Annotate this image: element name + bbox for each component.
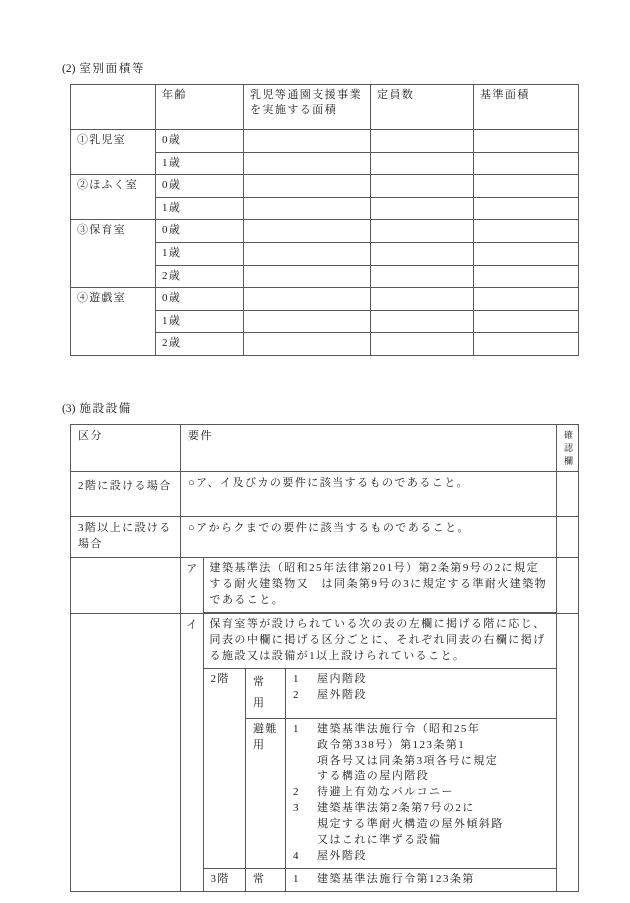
room-area-table — [70, 84, 579, 356]
item-text-line: 建築基準法施行令第123条第 — [317, 873, 475, 886]
floor-cell: 2階 — [204, 669, 246, 869]
sub-item-a-table — [181, 558, 556, 613]
sub-item-a-row — [181, 558, 556, 612]
item-number: 1 — [293, 672, 299, 685]
header-blank — [71, 85, 156, 130]
category-floor3: 3階以上に設ける場合 — [71, 517, 181, 558]
age-cell: 2歳 — [156, 333, 244, 356]
table-row-sub-a — [71, 558, 579, 614]
capacity-input-cell[interactable] — [371, 197, 474, 220]
list-item — [293, 722, 552, 786]
header-confirm: 確認欄 — [557, 425, 579, 472]
section-number-facility: (3) — [62, 403, 76, 415]
capacity-input-cell[interactable] — [371, 333, 474, 356]
confirm-cell-floor2[interactable] — [557, 472, 579, 517]
category-floor2: 2階に設ける場合 — [71, 472, 181, 517]
age-cell: 1歳 — [156, 243, 244, 266]
section-title-facility: 施設設備 — [79, 403, 132, 415]
item-text — [317, 672, 552, 688]
header-age: 年齢 — [156, 85, 244, 130]
item-text-line: 屋内階段 — [317, 672, 367, 685]
item-text — [317, 785, 552, 801]
category-cell-empty-a — [71, 558, 181, 614]
age-cell: 1歳 — [156, 152, 244, 175]
capacity-input-cell[interactable] — [371, 288, 474, 311]
item-text-line: 又はこれに準ずる設備 — [317, 834, 442, 847]
section-number: (2) — [62, 63, 76, 75]
capacity-input-cell[interactable] — [371, 220, 474, 243]
capacity-input-cell[interactable] — [371, 310, 474, 333]
standard-area-input-cell[interactable] — [474, 243, 579, 266]
support-area-input-cell[interactable] — [244, 333, 371, 356]
section-title: 室別面積等 — [79, 63, 145, 75]
marker-i: イ — [181, 614, 203, 891]
support-area-input-cell[interactable] — [244, 175, 371, 198]
support-area-input-cell[interactable] — [244, 243, 371, 266]
room-name-cell: ②ほふく室 — [71, 175, 156, 220]
item-text-line: 項各号又は同条第3項各号に規定 — [317, 754, 499, 767]
capacity-input-cell[interactable] — [371, 265, 474, 288]
room-name-cell: ④遊戯室 — [71, 288, 156, 356]
item-text-line: する構造の屋内階段 — [317, 770, 430, 783]
usage-line: 常 — [253, 675, 266, 688]
header-standard-area: 基準面積 — [474, 85, 579, 130]
item-text-line: 建築基準法施行令（昭和25年 — [317, 722, 481, 735]
list-item — [293, 872, 552, 888]
standard-area-input-cell[interactable] — [474, 175, 579, 198]
item-number: 3 — [293, 802, 299, 815]
usage-line: 用 — [253, 697, 266, 710]
item-text-line: 規定する準耐火構造の屋外傾斜路 — [317, 818, 504, 831]
capacity-input-cell[interactable] — [371, 152, 474, 175]
item-text — [317, 801, 552, 849]
usage-cell — [246, 669, 286, 718]
usage-cell: 常 — [246, 869, 286, 891]
usage-cell: 避難用 — [246, 718, 286, 868]
support-area-input-cell[interactable] — [244, 130, 371, 153]
item-text-line: 政令第338号）第123条第1 — [317, 738, 466, 751]
sub-item-i-host — [181, 613, 557, 891]
items-cell — [286, 669, 557, 718]
item-text — [317, 872, 552, 888]
requirement-floor2: ○ア、イ及びカの要件に該当するものであること。 — [181, 472, 557, 517]
facility-table — [70, 424, 579, 892]
age-cell: 1歳 — [156, 197, 244, 220]
support-area-input-cell[interactable] — [244, 310, 371, 333]
item-text — [317, 722, 552, 786]
item-text-line: 建築基準法第2条第7号の2に — [317, 802, 475, 815]
support-area-input-cell[interactable] — [244, 220, 371, 243]
item-number: 1 — [293, 873, 299, 886]
category-cell-empty-i — [71, 613, 181, 891]
age-cell: 0歳 — [156, 220, 244, 243]
sub-item-a-text: 建築基準法（昭和25年法律第201号）第2条第9号の2に規定する耐火建築物又 は同条第9号の3に規定する準耐火建築物であること。 — [203, 558, 556, 612]
standard-area-input-cell[interactable] — [474, 130, 579, 153]
table-row-sub-i — [71, 613, 579, 891]
marker-a: ア — [181, 558, 203, 612]
room-name-cell: ①乳児室 — [71, 130, 156, 175]
standard-area-input-cell[interactable] — [474, 333, 579, 356]
sub-item-a-host — [181, 558, 557, 614]
list-item — [293, 801, 552, 849]
support-area-input-cell[interactable] — [244, 265, 371, 288]
sub-item-i-text: 保育室等が設けられている次の表の左欄に掲げる階に応じ、同表の中欄に掲げる区分ごとに、それぞれ同表の右欄に掲げる施設又は設備が1以上設けられていること。 — [203, 614, 556, 668]
sub-item-i-row — [181, 614, 556, 668]
stair-table-host — [203, 668, 556, 891]
item-text-line: 屋外階段 — [317, 850, 367, 863]
table-row-floor2 — [71, 472, 579, 517]
stair-table-row — [181, 668, 556, 891]
stair-row — [204, 718, 557, 868]
support-area-input-cell[interactable] — [244, 197, 371, 220]
age-cell: 1歳 — [156, 310, 244, 333]
support-area-input-cell[interactable] — [244, 288, 371, 311]
section-heading-facility — [62, 404, 132, 416]
table-row — [71, 130, 579, 153]
table-row — [71, 220, 579, 243]
support-area-input-cell[interactable] — [244, 152, 371, 175]
item-number: 1 — [293, 722, 299, 735]
header-requirement: 要件 — [181, 425, 557, 472]
age-cell: 0歳 — [156, 288, 244, 311]
confirm-cell-sub-a[interactable] — [557, 558, 579, 614]
stair-row — [204, 669, 557, 718]
items-cell — [286, 869, 557, 891]
list-item — [293, 672, 552, 688]
room-name-cell: ③保育室 — [71, 220, 156, 288]
stair-row — [204, 869, 557, 891]
facility-header-row — [71, 425, 579, 472]
floor-cell: 3階 — [204, 869, 246, 891]
confirm-cell-sub-i[interactable] — [557, 613, 579, 891]
standard-area-input-cell[interactable] — [474, 288, 579, 311]
stair-requirements-table — [204, 669, 557, 891]
table-row — [71, 288, 579, 311]
section-heading-room-area — [62, 64, 145, 76]
confirm-cell-floor3[interactable] — [557, 517, 579, 558]
standard-area-input-cell[interactable] — [474, 220, 579, 243]
capacity-input-cell[interactable] — [371, 243, 474, 266]
items-cell — [286, 718, 557, 868]
header-support-area: 乳児等通園支援事業を実施する面積 — [244, 85, 371, 130]
item-text — [317, 849, 552, 865]
standard-area-input-cell[interactable] — [474, 152, 579, 175]
age-cell: 2歳 — [156, 265, 244, 288]
capacity-input-cell[interactable] — [371, 175, 474, 198]
item-number: 4 — [293, 850, 299, 863]
list-item — [293, 688, 552, 704]
capacity-input-cell[interactable] — [371, 130, 474, 153]
header-capacity: 定員数 — [371, 85, 474, 130]
table-row — [71, 175, 579, 198]
table-header-row — [71, 85, 579, 130]
age-cell: 0歳 — [156, 130, 244, 153]
sub-item-i-table — [181, 614, 556, 891]
requirement-floor3: ○アからクまでの要件に該当するものであること。 — [181, 517, 557, 558]
header-category: 区分 — [71, 425, 181, 472]
item-text-line: 屋外階段 — [317, 688, 367, 701]
list-item — [293, 785, 552, 801]
item-text-line: 待避上有効なバルコニー — [317, 786, 454, 799]
item-text — [317, 688, 552, 704]
table-row-floor3 — [71, 517, 579, 558]
item-number: 2 — [293, 786, 299, 799]
list-item — [293, 849, 552, 865]
standard-area-input-cell[interactable] — [474, 265, 579, 288]
standard-area-input-cell[interactable] — [474, 310, 579, 333]
standard-area-input-cell[interactable] — [474, 197, 579, 220]
age-cell: 0歳 — [156, 175, 244, 198]
item-number: 2 — [293, 688, 299, 701]
